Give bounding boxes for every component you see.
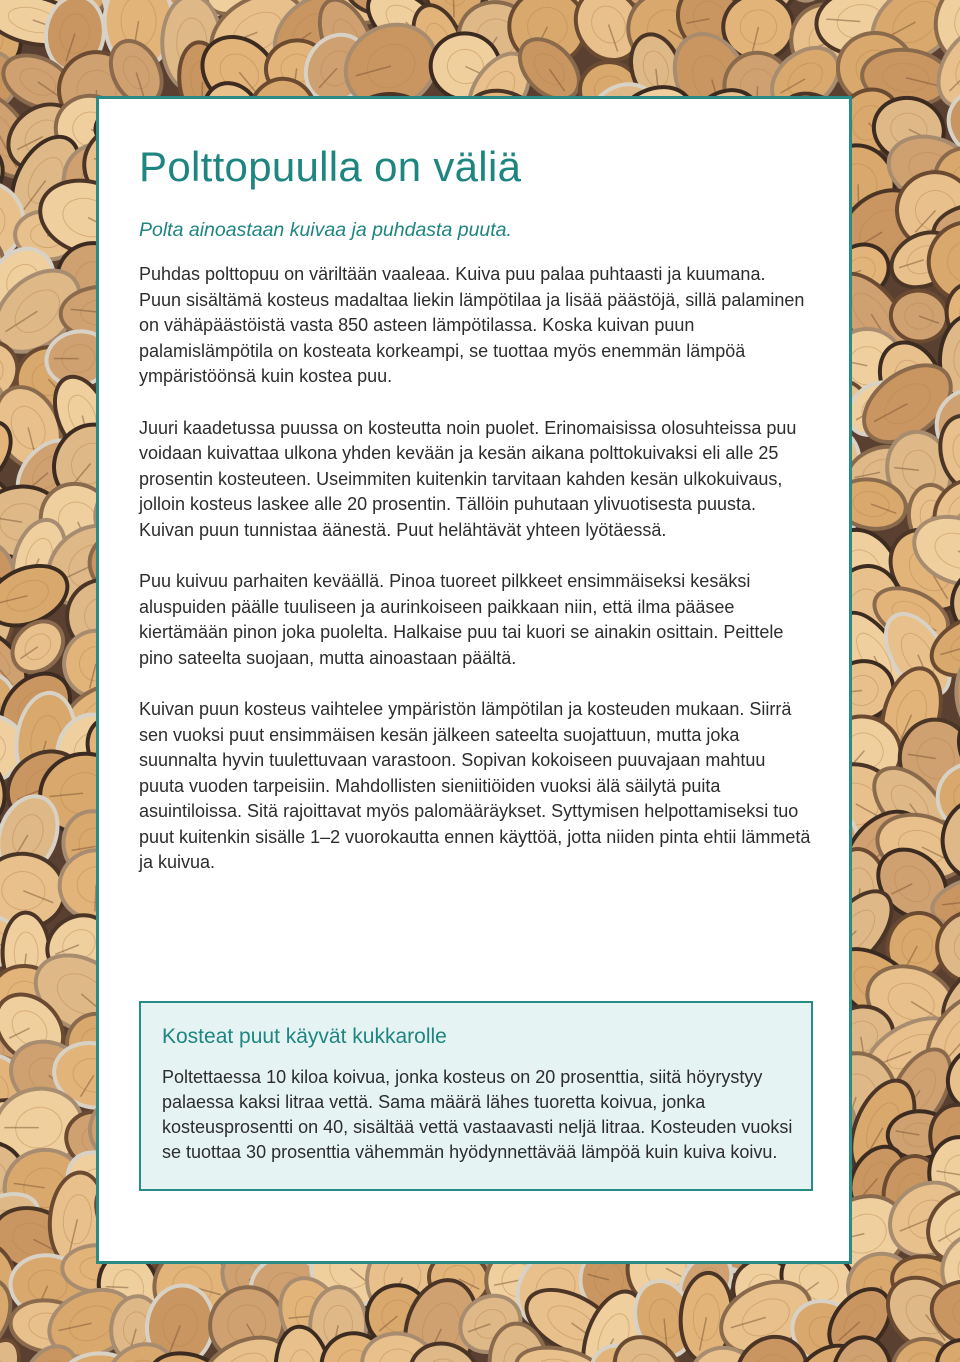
paragraph-1: Puhdas polttopuu on väriltään vaaleaa. Kuiva puu palaa puhtaasti ja kuumana. Puun sisältämä kosteus madaltaa liekin lämpötilaa ja lisää päästöjä, sillä palaminen on vähäpäästöistä vasta 850 asteen lämpötilassa. Koska kuivan puun palamislämpötila on kosteata korkeampi, se tuottaa myös enemmän lämpöä ympäristöönsä kuin kostea puu. xyxy=(139,264,805,386)
article-subtitle: Polta ainoastaan kuivaa ja puhdasta puuta. xyxy=(139,219,512,241)
info-box-text: Poltettaessa 10 kiloa koivua, jonka kosteus on 20 prosenttia, siitä höyrystyy palaessa kaksi litraa vettä. Sama määrä lähes tuoretta koivua, jonka kosteusprosentti on 40, sisältää vettä vastaavasti neljä litraa. Kosteuden vuoksi se tuottaa 30 prosenttia vähemmän hyödynnettävää lämpöä kuin kuiva koivu. xyxy=(162,1067,793,1162)
paragraph-4: Kuivan puun kosteus vaihtelee ympäristön lämpötilan ja kosteuden mukaan. Siirrä sen vuoksi puut ensimmäisen kesän jälkeen sateelta suojattuun, mutta joka suunnalta hyvin tuulettuvaan varastoon. Sopivan kokoiseen puuvajaan mahtuu puuta vuoden tarpeisiin. Mahdollisten sieniitiöiden vuoksi älä säilytä puita asuintiloissa. Sitä rajoittavat myös palomääräykset. Syttymisen helpottamiseksi tuo puut kuitenkin sisälle 1–2 vuorokautta ennen käyttöä, jotta niiden pinta ehtii lämmetä ja kuivua. xyxy=(139,699,811,872)
paragraph-3: Puu kuivuu parhaiten keväällä. Pinoa tuoreet pilkkeet ensimmäiseksi kesäksi aluspuiden päälle tuuliseen ja aurinkoiseen paikkaan niin, että ilma pääsee kiertämään pinon joka puolelta. Halkaise puu tai kuori se ainakin osittain. Peittele pino sateelta suojaan, mutta ainoastaan päältä. xyxy=(139,571,784,668)
article-content xyxy=(139,143,811,876)
paragraph-2: Juuri kaadetussa puussa on kosteutta noin puolet. Erinomaisissa olosuhteissa puu voidaan kuivattaa ulkona yhden kevään ja kesän aikana polttokuivaksi eli alle 25 prosentin kosteuteen. Useimmiten kuitenkin tarvitaan kahden kesän ulkokuivaus, jolloin kosteus laskee alle 20 prosentin. Tällöin puhutaan ylivuotisesta puusta. Kuivan puun tunnistaa äänestä. Puut helähtävät yhteen lyötäessä. xyxy=(139,417,797,540)
info-box xyxy=(139,1001,813,1191)
article-card xyxy=(96,96,852,1264)
info-box-title: Kosteat puut käyvät kukkarolle xyxy=(162,1025,447,1048)
page-title: Polttopuulla on väliä xyxy=(139,143,522,190)
